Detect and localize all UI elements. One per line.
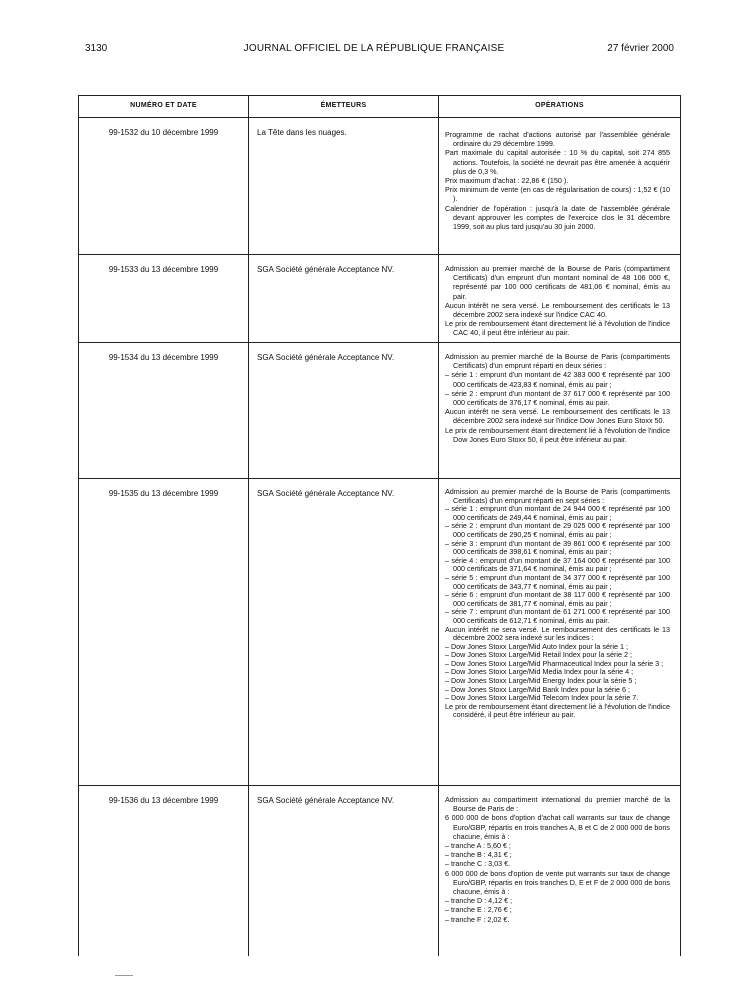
operation-text: – Dow Jones Stoxx Large/Mid Energy Index pour la série 5 ; [445, 676, 637, 686]
operation-text: Le prix de remboursement étant directement lié à l'évolution de l'indice Dow Jones Euro Stoxx 50, il peut être inférieur au pair. [445, 425, 670, 444]
operation-text: – tranche F : 2,02 €. [445, 914, 510, 924]
operation-text: – Dow Jones Stoxx Large/Mid Pharmaceutical Index pour la série 3 ; [445, 658, 664, 668]
row-issuer: La Tête dans les nuages. [257, 128, 347, 137]
footer-mark [115, 975, 133, 976]
column-header-operations: OPÉRATIONS [535, 102, 584, 109]
table-row [79, 255, 680, 343]
operation-text: Admission au premier marché de la Bourse de Paris (compartiments Certificats) d'un emprunt réparti en deux séries : [445, 352, 670, 371]
operation-text: – série 2 : emprunt d'un montant de 37 617 000 € représenté par 100 000 certificats de 376,17 € nominal, émis au pair. [445, 388, 670, 408]
table-header-row [79, 96, 680, 118]
operation-text: Aucun intérêt ne sera versé. Le remboursement des certificats le 13 décembre 2002 sera indexé sur les indices : [445, 624, 670, 643]
page-number: 3130 [85, 43, 108, 54]
operation-text: – tranche B : 4,31 € ; [445, 850, 512, 860]
row-operations [445, 488, 670, 720]
operation-text: Admission au premier marché de la Bourse de Paris (compartiments Certificats) d'un emprunt réparti en sept séries : [445, 487, 670, 505]
row-number-date: 99-1532 du 10 décembre 1999 [108, 128, 219, 137]
table-row [79, 343, 680, 479]
operation-text: – tranche A : 5,60 € ; [445, 841, 511, 851]
operation-text: 6 000 000 de bons d'option de vente put warrants sur taux de change Euro/GBP, répartis en trois tranches D, E et F de 2 000 000 de bons chacune, émis à : [445, 868, 670, 897]
operation-text: – Dow Jones Stoxx Large/Mid Media Index pour la série 4 ; [445, 667, 634, 677]
operation-text: – tranche C : 3,03 €. [445, 859, 511, 869]
operation-text: – tranche D : 4,12 € ; [445, 896, 513, 906]
table-row [79, 479, 680, 786]
operation-text: 6 000 000 de bons d'option d'achat call warrants sur taux de change Euro/GBP, répartis en trois tranches A, B et C de 2 000 000 de bons chacune, émis à : [445, 813, 670, 841]
operation-text: – tranche E : 2,76 € ; [445, 905, 512, 915]
operation-text: Aucun intérêt ne sera versé. Le remboursement des certificats le 13 décembre 2002 sera indexé sur l'indice CAC 40. [445, 300, 670, 320]
operation-text: Aucun intérêt ne sera versé. Le remboursement des certificats le 13 décembre 2002 sera indexé sur l'indice Dow Jones Euro Stoxx 50. [445, 407, 670, 426]
operation-text: Prix maximum d'achat : 22,86 € (150 ). [445, 176, 569, 186]
operation-text: Le prix de remboursement étant directement lié à l'évolution de l'indice considéré, il peut être inférieur au pair. [445, 701, 670, 720]
operation-text: – Dow Jones Stoxx Large/Mid Telecom Index pour la série 7. [445, 693, 639, 703]
row-number-date: 99-1533 du 13 décembre 1999 [108, 265, 219, 274]
operation-text: Admission au compartiment international du premier marché de la Bourse de Paris de : [445, 795, 670, 814]
operation-text: – Dow Jones Stoxx Large/Mid Auto Index pour la série 1 ; [445, 641, 628, 651]
journal-title: JOURNAL OFFICIEL DE LA RÉPUBLIQUE FRANÇAISE [243, 43, 505, 54]
operation-text: Calendrier de l'opération : jusqu'à la date de l'assemblée générale devant approuver les comptes de l'exercice clos le 31 décembre 1999, soit au plus tard jusqu'au 30 juin 2000. [445, 203, 670, 232]
operation-text: Prix minimum de vente (en cas de régularisation de cours) : 1,52 € (10 ). [445, 185, 670, 204]
row-issuer: SGA Société générale Acceptance NV. [257, 796, 395, 805]
operation-text: – série 5 : emprunt d'un montant de 34 377 000 € représenté par 100 000 certificats de 343,77 € nominal, émis au pair ; [445, 572, 670, 591]
row-operations [445, 352, 670, 444]
row-operations [445, 795, 670, 924]
page-header [0, 43, 748, 57]
row-issuer: SGA Société générale Acceptance NV. [257, 265, 395, 274]
operation-text: Admission au premier marché de la Bourse de Paris (compartiment Certificats) d'un emprunt d'un montant nominal de 48 106 000 €, représenté par 100 000 certificats de 481,06 € nominal, émis au pair. [445, 264, 670, 301]
operation-text: – série 4 : emprunt d'un montant de 37 164 000 € représenté par 100 000 certificats de 371,64 € nominal, émis au pair ; [445, 555, 670, 574]
operation-text: – série 1 : emprunt d'un montant de 24 944 000 € représenté par 100 000 certificats de 249,44 € nominal, émis au pair ; [445, 504, 670, 522]
operations-table [78, 95, 681, 956]
row-number-date: 99-1536 du 13 décembre 1999 [108, 796, 219, 805]
operation-text: – série 7 : emprunt d'un montant de 61 271 000 € représenté par 100 000 certificats de 612,71 € nominal, émis au pair. [445, 607, 670, 625]
operation-text: Part maximale du capital autorisée : 10 % du capital, soit 274 855 actions. Toutefois, la société ne devrait pas être amenée à acquérir plus de 0,3 %. [445, 148, 670, 176]
row-number-date: 99-1535 du 13 décembre 1999 [108, 489, 219, 498]
operation-text: – Dow Jones Stoxx Large/Mid Retail Index pour la série 2 ; [445, 650, 632, 660]
operation-text: Programme de rachat d'actions autorisé par l'assemblée générale ordinaire du 29 décembre 1999. [445, 130, 670, 149]
column-header-issuers: ÉMETTEURS [320, 102, 367, 109]
row-operations [445, 130, 670, 231]
operation-text: – série 2 : emprunt d'un montant de 29 025 000 € représenté par 100 000 certificats de 290,25 € nominal, émis au pair ; [445, 521, 670, 539]
table-row [79, 786, 680, 956]
row-number-date: 99-1534 du 13 décembre 1999 [108, 353, 219, 362]
row-issuer: SGA Société générale Acceptance NV. [257, 353, 395, 362]
operation-text: – série 3 : emprunt d'un montant de 39 861 000 € représenté par 100 000 certificats de 398,61 € nominal, émis au pair ; [445, 538, 670, 557]
operation-text: – série 1 : emprunt d'un montant de 42 383 000 € représenté par 100 000 certificats de 423,83 € nominal, émis au pair ; [445, 370, 670, 389]
row-operations [445, 264, 670, 338]
operation-text: – Dow Jones Stoxx Large/Mid Bank Index pour la série 6 ; [445, 684, 630, 694]
row-issuer: SGA Société générale Acceptance NV. [257, 489, 395, 498]
table-row [79, 118, 680, 255]
operation-text: Le prix de remboursement étant directement lié à l'évolution de l'indice CAC 40, il peut être inférieur au pair. [445, 319, 670, 338]
operation-text: – série 6 : emprunt d'un montant de 38 117 000 € représenté par 100 000 certificats de 381,77 € nominal, émis au pair ; [445, 590, 670, 608]
column-header-number-date: NUMÉRO ET DATE [130, 102, 197, 109]
publication-date: 27 février 2000 [607, 43, 674, 54]
